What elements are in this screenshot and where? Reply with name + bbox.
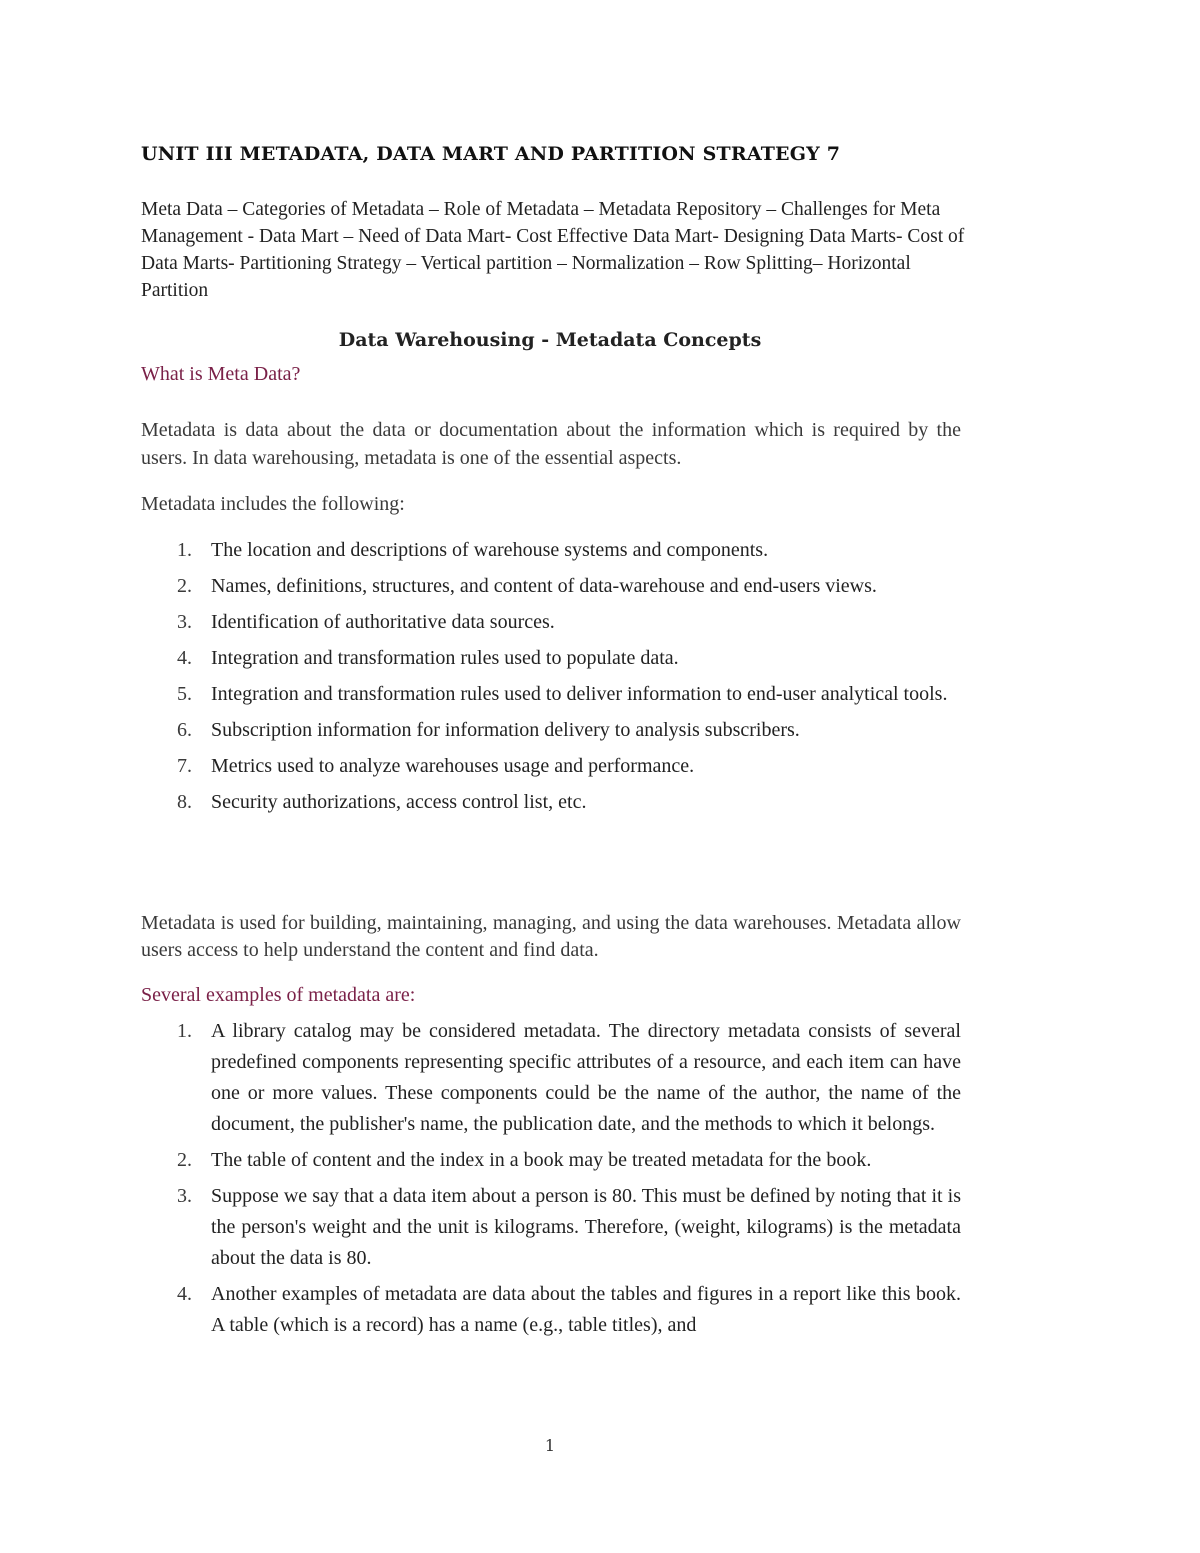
list-item-text: Integration and transformation rules used to deliver information to end-user analytical tools. — [211, 683, 948, 705]
list-item-number: 1. — [177, 1020, 192, 1042]
syllabus-paragraph: Meta Data – Categories of Metadata – Role of Metadata – Metadata Repository – Challenges for Meta Management - Data Mart – Need of Data Mart- Cost Effective Data Mart- Designing Data Marts- Cost of Data Marts- Partitioning Strategy – Vertical partition – Normalization – Row Splitting– Horizontal Partition — [141, 199, 965, 301]
list-item — [141, 1279, 961, 1341]
list-item-text: Subscription information for information delivery to analysis subscribers. — [211, 719, 800, 741]
list-item-text: Another examples of metadata are data about the tables and figures in a report like this book. A table (which is a record) has a name (e.g., table titles), and — [211, 1283, 961, 1336]
includes-list — [141, 535, 961, 823]
what-is-metadata-heading: What is Meta Data? — [141, 363, 301, 385]
list-item — [141, 1145, 961, 1176]
list-item — [141, 535, 961, 566]
list-item-text: Metrics used to analyze warehouses usage and performance. — [211, 755, 695, 777]
list-item-text: A library catalog may be considered metadata. The directory metadata consists of several predefined components representing specific attributes of a resource, and each item can have one or more values. These components could be the name of the author, the name of the document, the publisher's name, the publication date, and the methods to which it belongs. — [211, 1020, 961, 1135]
list-item-text: Suppose we say that a data item about a person is 80. This must be defined by noting that it is the person's weight and the unit is kilograms. Therefore, (weight, kilograms) is the metadata about the data is 80. — [211, 1185, 961, 1269]
examples-list — [141, 1016, 961, 1346]
list-item — [141, 787, 961, 818]
usage-paragraph: Metadata is used for building, maintaining, managing, and using the data warehouses. Metadata allow users access to help understand the content and find data. — [141, 912, 961, 961]
unit-title: UNIT III METADATA, DATA MART AND PARTITION STRATEGY 7 — [141, 143, 841, 165]
list-item — [141, 607, 961, 638]
list-item-text: The table of content and the index in a book may be treated metadata for the book. — [211, 1149, 872, 1171]
list-item-number: 3. — [177, 1185, 192, 1207]
list-item-text: Security authorizations, access control list, etc. — [211, 791, 587, 813]
list-item-number: 3. — [177, 611, 192, 633]
list-item — [141, 571, 961, 602]
list-item — [141, 643, 961, 674]
list-item — [141, 1181, 961, 1274]
page-number: 1 — [544, 1436, 556, 1455]
list-item — [141, 715, 961, 746]
list-item — [141, 751, 961, 782]
list-item-text: Integration and transformation rules used to populate data. — [211, 647, 679, 669]
includes-intro: Metadata includes the following: — [141, 493, 405, 515]
list-item-number: 2. — [177, 575, 192, 597]
list-item-text: The location and descriptions of warehouse systems and components. — [211, 539, 769, 561]
list-item-text: Identification of authoritative data sources. — [211, 611, 555, 633]
list-item-number: 1. — [177, 539, 192, 561]
definition-paragraph: Metadata is data about the data or documentation about the information which is required by the users. In data warehousing, metadata is one of the essential aspects. — [141, 419, 961, 469]
list-item-number: 2. — [177, 1149, 192, 1171]
list-item — [141, 1016, 961, 1140]
section-title: Data Warehousing - Metadata Concepts — [338, 329, 762, 351]
list-item-number: 4. — [177, 1283, 192, 1305]
list-item-number: 7. — [177, 755, 192, 777]
list-item — [141, 679, 961, 710]
list-item-number: 8. — [177, 791, 192, 813]
list-item-number: 5. — [177, 683, 192, 705]
list-item-text: Names, definitions, structures, and content of data-warehouse and end-users views. — [211, 575, 877, 597]
list-item-number: 4. — [177, 647, 192, 669]
examples-heading: Several examples of metadata are: — [141, 984, 416, 1006]
list-item-number: 6. — [177, 719, 192, 741]
